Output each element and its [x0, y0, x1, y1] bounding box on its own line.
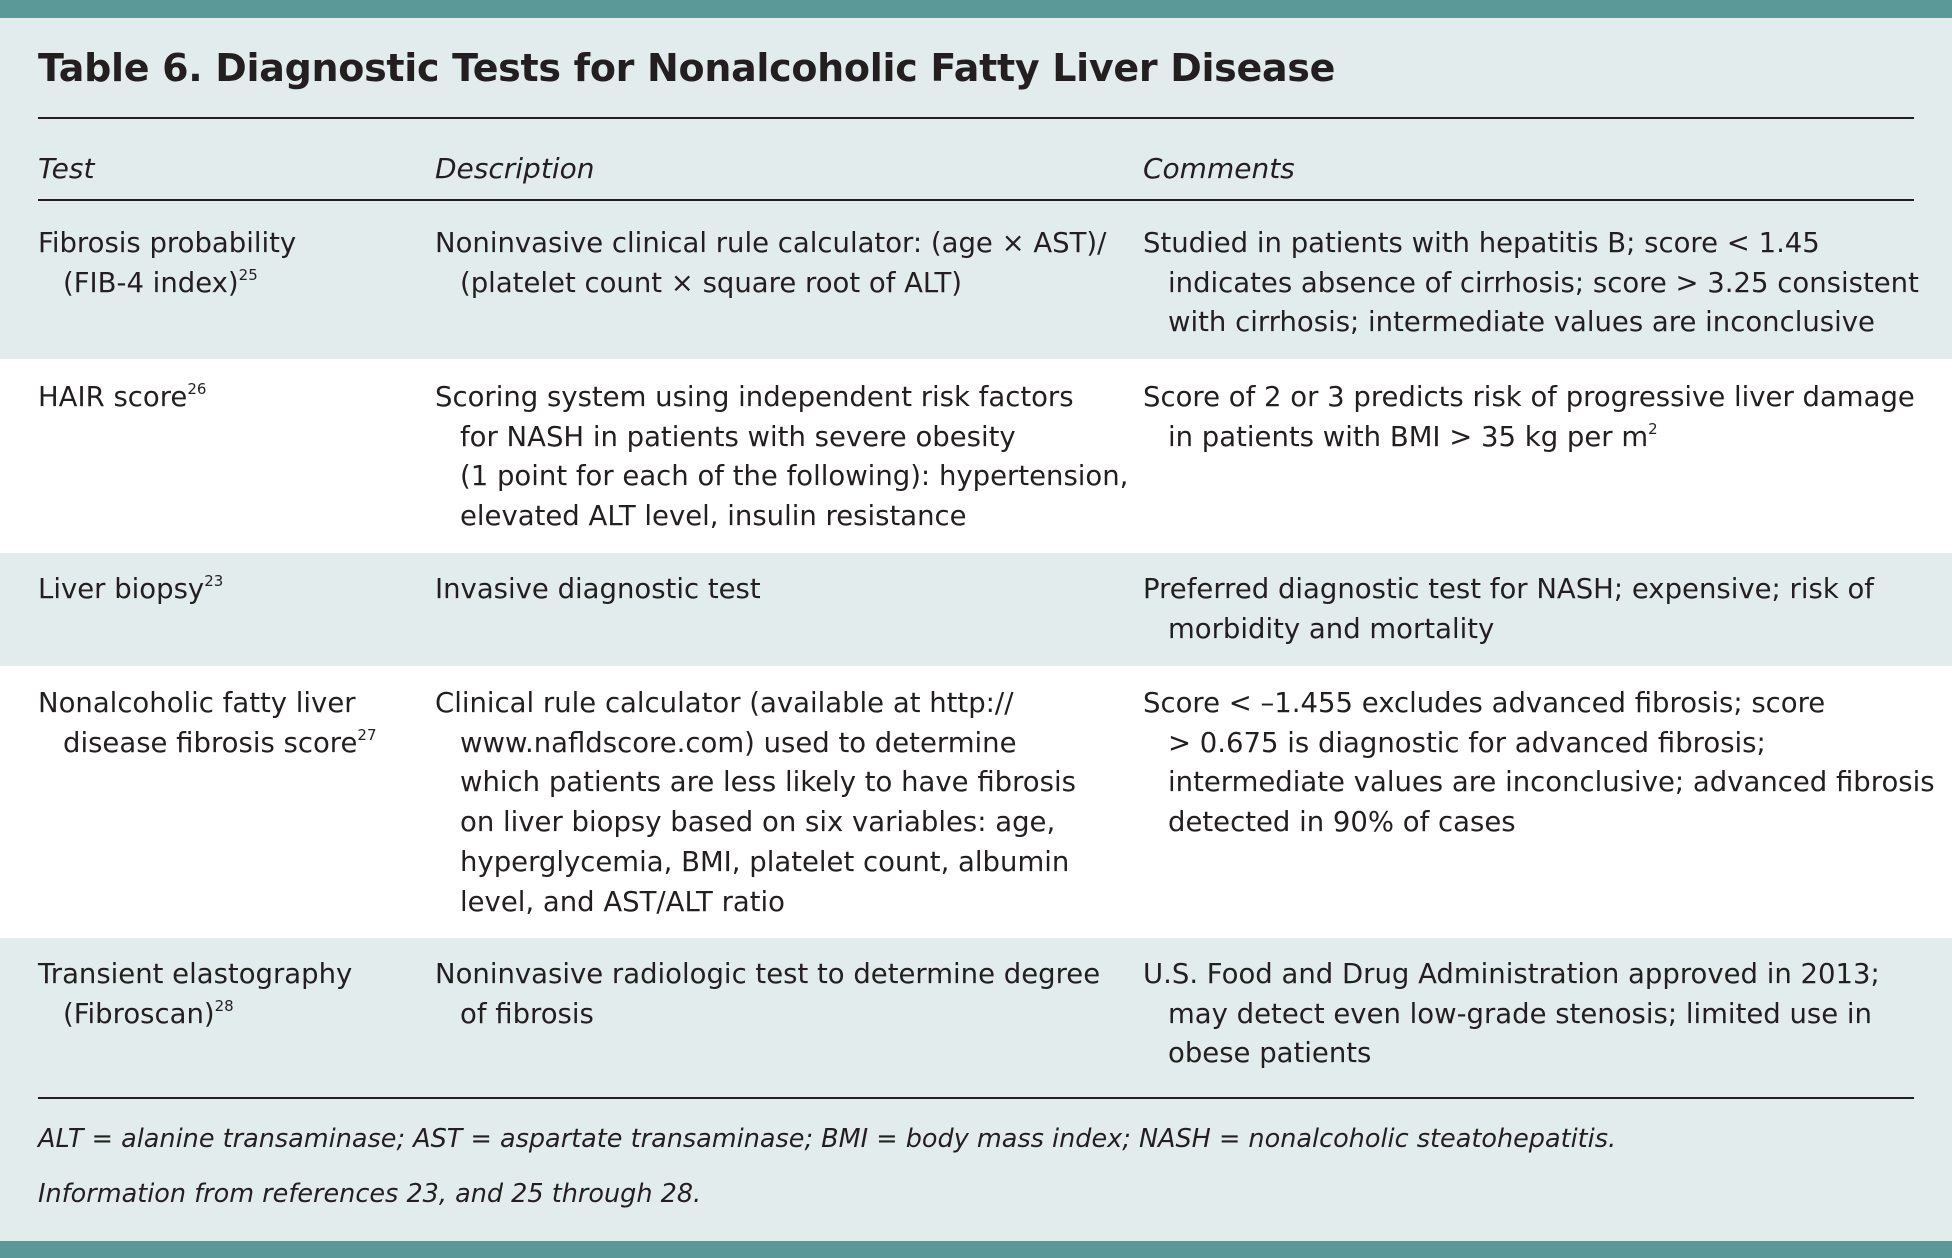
test-cell: HAIR score$^{26}$ [38, 380, 207, 413]
bottom-color-band [0, 1241, 1952, 1258]
description-cell: Invasive diagnostic test [435, 573, 761, 605]
description-cell: Noninvasive clinical rule calculator: (age × AST)/ (platelet count × square root of ALT) [435, 227, 1107, 299]
comments-cell: U.S. Food and Drug Administration approved in 2013; may detect even low-grade stenosis; limited use in obese patients [1143, 958, 1880, 1070]
test-cell: Transient elastography (Fibroscan)$^{28}$ [38, 958, 353, 1030]
table-title: Table 6. Diagnostic Tests for Nonalcoholic Fatty Liver Disease [38, 46, 1336, 90]
table-bottom-rule [38, 1097, 1914, 1099]
title-divider [38, 117, 1914, 119]
comments-cell: Preferred diagnostic test for NASH; expensive; risk of morbidity and mortality [1143, 573, 1874, 645]
column-header-comments: Comments [1143, 152, 1295, 185]
abbreviations-footnote: ALT = alanine transaminase; AST = aspartate transaminase; BMI = body mass index; NASH = nonalcoholic steatohepatitis. [38, 1124, 1617, 1154]
test-cell: Liver biopsy$^{23}$ [38, 572, 224, 605]
table-row [0, 359, 1952, 553]
comments-cell: Studied in patients with hepatitis B; score < 1.45 indicates absence of cirrhosis; score > 3.25 consistent with cirrhosis; intermediate values are inconclusive [1143, 227, 1919, 339]
reference-superscript: 23 [204, 572, 224, 590]
column-header-description: Description [435, 152, 595, 185]
source-footnote: Information from references 23, and 25 through 28. [38, 1179, 702, 1209]
table-row [0, 553, 1952, 666]
description-cell: Clinical rule calculator (available at http:// www.nafldscore.com) used to determine which patients are less likely to have fibrosis on liver biopsy based on six variables: age, hyperglycemia, BMI, platelet count, albumin level, and AST/ALT ratio [435, 687, 1076, 918]
column-header-test: Test [38, 152, 95, 185]
table-row [0, 666, 1952, 938]
test-cell: Nonalcoholic fatty liver disease fibrosis score$^{27}$ [38, 687, 377, 759]
reference-superscript: 27 [357, 725, 377, 744]
reference-superscript: 28 [214, 996, 234, 1015]
comments-cell: Score of 2 or 3 predicts risk of progressive liver damage in patients with BMI > 35 kg per $m^2$ [1143, 381, 1915, 453]
top-color-band [0, 0, 1952, 18]
description-cell: Scoring system using independent risk factors for NASH in patients with severe obesity (1 point for each of the following): hypertension, elevated ALT level, insulin resistance [435, 381, 1129, 533]
reference-superscript: 25 [238, 265, 258, 284]
unit-superscript: 2 [1648, 419, 1658, 438]
test-cell: Fibrosis probability (FIB-4 index)$^{25}$ [38, 227, 297, 299]
reference-superscript: 26 [187, 380, 207, 398]
table-row [0, 201, 1952, 359]
description-cell: Noninvasive radiologic test to determine degree of fibrosis [435, 958, 1101, 1030]
table-row [0, 938, 1952, 1096]
comments-cell: Score < –1.455 excludes advanced fibrosis; score > 0.675 is diagnostic for advanced fibrosis; intermediate values are inconclusive; advanced fibrosis detected in 90% of cases [1143, 687, 1935, 839]
